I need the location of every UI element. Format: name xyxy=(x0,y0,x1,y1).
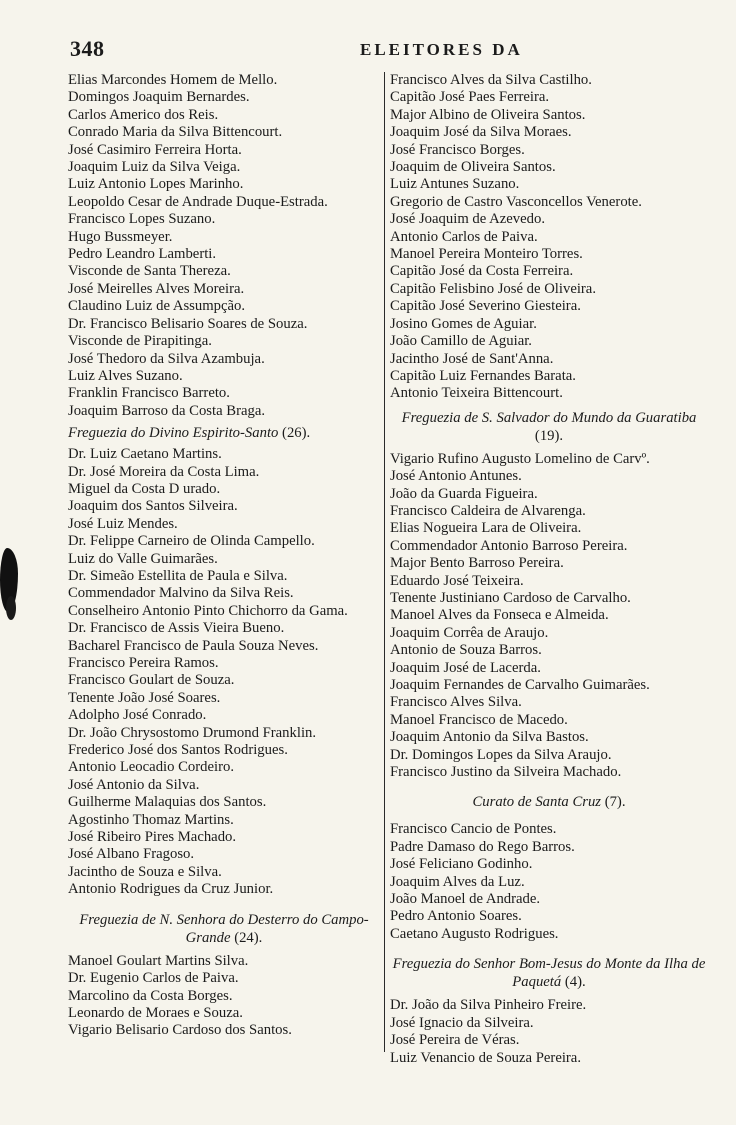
elector-name: Dr. Simeão Estellita de Paula e Silva. xyxy=(68,567,288,584)
elector-name: Guilherme Malaquias dos Santos. xyxy=(68,794,267,811)
elector-name: Major Bento Barroso Pereira. xyxy=(390,555,564,572)
elector-name: Agostinho Thomaz Martins. xyxy=(68,811,234,828)
left-list-a xyxy=(68,72,380,420)
elector-name: Capitão Luiz Fernandes Barata. xyxy=(390,367,576,384)
left-list-b xyxy=(68,446,380,899)
elector-name: José Feliciano Godinho. xyxy=(390,856,533,873)
elector-name: Manoel Alves da Fonseca e Almeida. xyxy=(390,607,609,624)
elector-name: Carlos Americo dos Reis. xyxy=(68,106,219,123)
elector-name: Conselheiro Antonio Pinto Chichorro da Gama. xyxy=(68,602,348,619)
elector-name: João da Guarda Figueira. xyxy=(390,485,538,502)
section-count: (7). xyxy=(604,794,626,811)
elector-name: Domingos Joaquim Bernardes. xyxy=(68,89,250,106)
elector-name: José Albano Fragoso. xyxy=(68,846,195,863)
elector-name: Manoel Goulart Martins Silva. xyxy=(68,952,249,969)
elector-name: Antonio Rodrigues da Cruz Junior. xyxy=(68,881,274,898)
section-heading-guaratiba xyxy=(390,409,708,445)
elector-name: Joaquim Alves da Luz. xyxy=(390,873,525,890)
elector-name: Eduardo José Teixeira. xyxy=(390,572,524,589)
section-title: Freguezia de S. Salvador do Mundo da Guaratiba xyxy=(401,409,697,426)
elector-name: Antonio Leocadio Cordeiro. xyxy=(68,759,235,776)
elector-name: Capitão José Severino Giesteira. xyxy=(390,298,581,315)
elector-name: Joaquim José de Lacerda. xyxy=(390,659,541,676)
elector-name: Visconde de Santa Thereza. xyxy=(68,263,231,280)
page-number: 348 xyxy=(70,36,105,61)
section-title: Freguezia de N. Senhora do Desterro do Campo-Grande xyxy=(79,911,369,946)
elector-name: Joaquim dos Santos Silveira. xyxy=(68,498,238,515)
elector-name: Capitão José Paes Ferreira. xyxy=(390,89,550,106)
elector-name: Major Albino de Oliveira Santos. xyxy=(390,106,586,123)
elector-name: Dr. Eugenio Carlos de Paiva. xyxy=(68,970,239,987)
elector-name: Caetano Augusto Rodrigues. xyxy=(390,925,559,942)
elector-name: Luiz Alves Suzano. xyxy=(68,367,183,384)
elector-name: Luiz Antunes Suzano. xyxy=(390,176,520,193)
elector-name: Gregorio de Castro Vasconcellos Venerote. xyxy=(390,193,642,210)
elector-name: Francisco Alves Silva. xyxy=(390,694,522,711)
elector-name: Luiz Antonio Lopes Marinho. xyxy=(68,176,244,193)
elector-name: João Camillo de Aguiar. xyxy=(390,333,532,350)
elector-name: Elias Nogueira Lara de Oliveira. xyxy=(390,520,582,537)
right-column xyxy=(390,72,708,1067)
column-divider xyxy=(384,72,385,1052)
elector-name: Dr. Luiz Caetano Martins. xyxy=(68,446,222,463)
elector-name: Joaquim Antonio da Silva Bastos. xyxy=(390,729,589,746)
elector-name: Marcolino da Costa Borges. xyxy=(68,987,233,1004)
elector-name: Dr. Domingos Lopes da Silva Araujo. xyxy=(390,746,612,763)
section-heading-santa-cruz xyxy=(390,793,708,811)
elector-name: Franklin Francisco Barreto. xyxy=(68,385,230,402)
elector-name: José Thedoro da Silva Azambuja. xyxy=(68,350,265,367)
elector-name: Adolpho José Conrado. xyxy=(68,707,207,724)
elector-name: Dr. José Moreira da Costa Lima. xyxy=(68,463,260,480)
elector-name: Joaquim de Oliveira Santos. xyxy=(390,159,556,176)
elector-name: Dr. João da Silva Pinheiro Freire. xyxy=(390,997,587,1014)
elector-name: José Casimiro Ferreira Horta. xyxy=(68,141,242,158)
elector-name: Elias Marcondes Homem de Mello. xyxy=(68,72,278,88)
section-count: (26). xyxy=(282,425,311,442)
elector-name: Leopoldo Cesar de Andrade Duque-Estrada. xyxy=(68,193,328,210)
section-heading-campo-grande xyxy=(68,911,380,947)
left-column xyxy=(68,72,380,1040)
elector-name: Manoel Francisco de Macedo. xyxy=(390,711,568,728)
section-heading-paqueta xyxy=(390,955,708,991)
elector-name: José Francisco Borges. xyxy=(390,141,525,158)
section-title: Freguezia do Divino Espirito-Santo xyxy=(68,425,279,442)
ink-blot-drip xyxy=(6,596,16,620)
section-title: Curato de Santa Cruz xyxy=(472,794,602,811)
elector-name: Miguel da Costa D urado. xyxy=(68,480,221,497)
elector-name: Capitão José da Costa Ferreira. xyxy=(390,263,574,280)
elector-name: Jacintho de Souza e Silva. xyxy=(68,863,222,880)
elector-name: José Meirelles Alves Moreira. xyxy=(68,280,245,297)
elector-name: Jacintho José de Sant'Anna. xyxy=(390,350,554,367)
elector-name: Joaquim Barroso da Costa Braga. xyxy=(68,402,266,419)
elector-name: Francisco Justino da Silveira Machado. xyxy=(390,764,622,781)
right-list-c xyxy=(390,821,708,943)
elector-name: José Joaquim de Azevedo. xyxy=(390,211,545,228)
elector-name: Frederico José dos Santos Rodrigues. xyxy=(68,742,288,759)
elector-name: Dr. Francisco de Assis Vieira Bueno. xyxy=(68,620,285,637)
elector-name: Francisco Goulart de Souza. xyxy=(68,672,235,689)
elector-name: Manoel Pereira Monteiro Torres. xyxy=(390,246,583,263)
elector-name: Dr. Francisco Belisario Soares de Souza. xyxy=(68,315,308,332)
right-list-b xyxy=(390,451,708,782)
elector-name: Luiz Venancio de Souza Pereira. xyxy=(390,1049,582,1066)
elector-name: José Antonio da Silva. xyxy=(68,776,200,793)
elector-name: Joaquim Corrêa de Araujo. xyxy=(390,624,549,641)
elector-name: Pedro Antonio Soares. xyxy=(390,908,522,925)
elector-name: Dr. Felippe Carneiro de Olinda Campello. xyxy=(68,533,315,550)
elector-name: Tenente João José Soares. xyxy=(68,689,221,706)
elector-name: José Ribeiro Pires Machado. xyxy=(68,829,237,846)
right-list-a xyxy=(390,72,708,403)
elector-name: Francisco Caldeira de Alvarenga. xyxy=(390,502,586,519)
section-heading-divino-espirito-santo xyxy=(68,424,380,442)
elector-name: José Pereira de Véras. xyxy=(390,1032,520,1049)
elector-name: José Luiz Mendes. xyxy=(68,515,178,532)
section-count: (19). xyxy=(534,427,564,444)
page-header xyxy=(62,36,702,66)
elector-name: Francisco Pereira Ramos. xyxy=(68,655,219,671)
running-title: ELEITORES DA xyxy=(360,40,523,59)
elector-name: Vigario Rufino Augusto Lomelino de Carvº. xyxy=(390,450,650,467)
elector-name: José Antonio Antunes. xyxy=(390,468,522,485)
elector-name: João Manoel de Andrade. xyxy=(390,891,541,908)
elector-name: Antonio Teixeira Bittencourt. xyxy=(390,385,563,402)
elector-name: Visconde de Pirapitinga. xyxy=(68,333,212,350)
left-list-c xyxy=(68,953,380,1040)
elector-name: Capitão Felisbino José de Oliveira. xyxy=(390,280,596,297)
elector-name: Commendador Antonio Barroso Pereira. xyxy=(390,537,628,554)
elector-name: Commendador Malvino da Silva Reis. xyxy=(68,585,294,602)
elector-name: Claudino Luiz de Assumpção. xyxy=(68,298,246,315)
elector-name: Bacharel Francisco de Paula Souza Neves. xyxy=(68,637,319,654)
elector-name: Josino Gomes de Aguiar. xyxy=(390,315,537,332)
section-count: (4). xyxy=(564,974,586,991)
elector-name: José Ignacio da Silveira. xyxy=(390,1014,534,1031)
elector-name: Joaquim Fernandes de Carvalho Guimarães. xyxy=(390,677,650,693)
elector-name: Pedro Leandro Lamberti. xyxy=(68,246,217,263)
elector-name: Tenente Justiniano Cardoso de Carvalho. xyxy=(390,589,631,606)
elector-name: Francisco Lopes Suzano. xyxy=(68,211,216,228)
elector-name: Hugo Bussmeyer. xyxy=(68,228,173,245)
elector-name: Conrado Maria da Silva Bittencourt. xyxy=(68,124,283,141)
elector-name: Antonio Carlos de Paiva. xyxy=(390,228,538,245)
right-list-d xyxy=(390,997,708,1067)
elector-name: Vigario Belisario Cardoso dos Santos. xyxy=(68,1022,292,1039)
elector-name: Leonardo de Moraes e Souza. xyxy=(68,1004,243,1021)
elector-name: Francisco Alves da Silva Castilho. xyxy=(390,72,592,88)
elector-name: Joaquim Luiz da Silva Veiga. xyxy=(68,159,241,176)
elector-name: Luiz do Valle Guimarães. xyxy=(68,550,218,567)
section-title: Freguezia do Senhor Bom-Jesus do Monte da Ilha de Paquetá xyxy=(392,956,706,991)
section-count: (24). xyxy=(234,929,263,946)
elector-name: Joaquim José da Silva Moraes. xyxy=(390,124,572,141)
elector-name: Antonio de Souza Barros. xyxy=(390,642,542,659)
elector-name: Dr. João Chrysostomo Drumond Franklin. xyxy=(68,724,317,741)
elector-name: Francisco Cancio de Pontes. xyxy=(390,821,557,838)
elector-name: Padre Damaso do Rego Barros. xyxy=(390,838,575,855)
